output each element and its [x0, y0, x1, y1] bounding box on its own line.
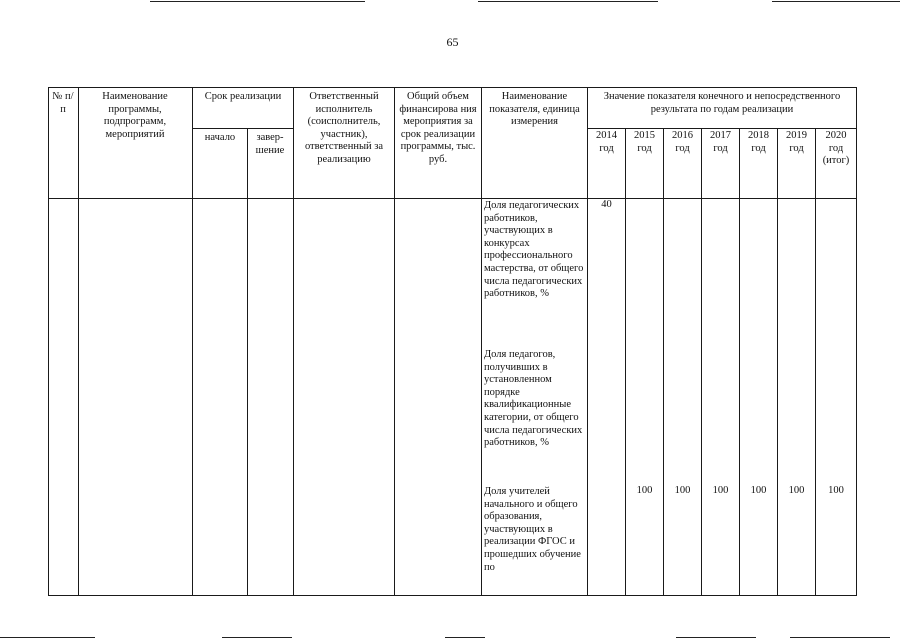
scan-edge-top: [478, 1, 658, 2]
value-cell: 100: [788, 485, 805, 496]
year-header-year: 2019: [786, 130, 807, 141]
header-values-group: Значение показателя конечного и непосредственного результата по годам реализации: [603, 91, 841, 115]
year-header: [664, 130, 701, 155]
year-header-year: 2018: [748, 130, 769, 141]
header-executor: Ответственный исполнитель (соисполнитель, участник), ответственный за реализацию: [304, 91, 384, 165]
value-cell: 100: [712, 485, 729, 496]
indicator-text: Доля педагогов, получивших в установленном порядке квалификационные категории, от общего числа педагогических работников, %: [484, 349, 583, 449]
year-header-label: год: [789, 142, 804, 154]
header-financing: Общий объем финансирова ния мероприятия за срок реализации программы, тыс. руб.: [399, 91, 477, 165]
value-cell: 100: [828, 485, 844, 496]
year-header-label: год: [675, 142, 690, 154]
year-header-label: год (итог): [822, 142, 850, 167]
value-cell: 100: [750, 485, 767, 496]
year-header-year: 2017: [710, 130, 731, 141]
scan-edge-bottom: [790, 637, 890, 638]
year-header-year: 2014: [596, 130, 617, 141]
year-header: [740, 130, 777, 155]
year-header-label: год: [713, 142, 728, 154]
scan-edge-bottom: [676, 637, 756, 638]
year-header: [778, 130, 815, 155]
year-header-year: 2020: [825, 130, 847, 141]
scan-edge-bottom: [0, 637, 95, 638]
year-header-label: год: [637, 142, 652, 154]
year-header: [626, 130, 663, 155]
header-period: Срок реализации: [204, 91, 282, 102]
header-num: № п/п: [52, 91, 74, 115]
year-header-label: год: [751, 142, 766, 154]
scan-edge-bottom: [222, 637, 292, 638]
value-cell: 100: [674, 485, 691, 496]
header-period-end: завер- шение: [255, 132, 285, 156]
indicator-text: Доля учителей начального и общего образования, участвующих в реализации ФГОС и прошедших обучение по: [484, 486, 581, 573]
scan-edge-top: [772, 1, 900, 2]
scan-edge-top: [150, 1, 365, 2]
year-header: [588, 130, 625, 155]
year-header: [702, 130, 739, 155]
header-indicator: Наименование показателя, единица измерения: [489, 91, 580, 128]
indicator-text: Доля педагогических работников, участвующих в конкурсах профессионального мастерства, от общего числа педагогических работников, %: [484, 200, 584, 300]
year-header: [816, 130, 856, 168]
header-name: Наименование программы, подпрограмм, мероприятий: [102, 91, 168, 140]
page-number: 65: [446, 35, 459, 49]
header-period-start: начало: [204, 132, 236, 143]
value-cell: 100: [636, 485, 653, 496]
value-cell: 40: [601, 199, 612, 210]
year-header-year: 2016: [672, 130, 693, 141]
scan-edge-bottom: [445, 637, 485, 638]
year-header-year: 2015: [634, 130, 655, 141]
year-header-label: год: [599, 142, 614, 154]
